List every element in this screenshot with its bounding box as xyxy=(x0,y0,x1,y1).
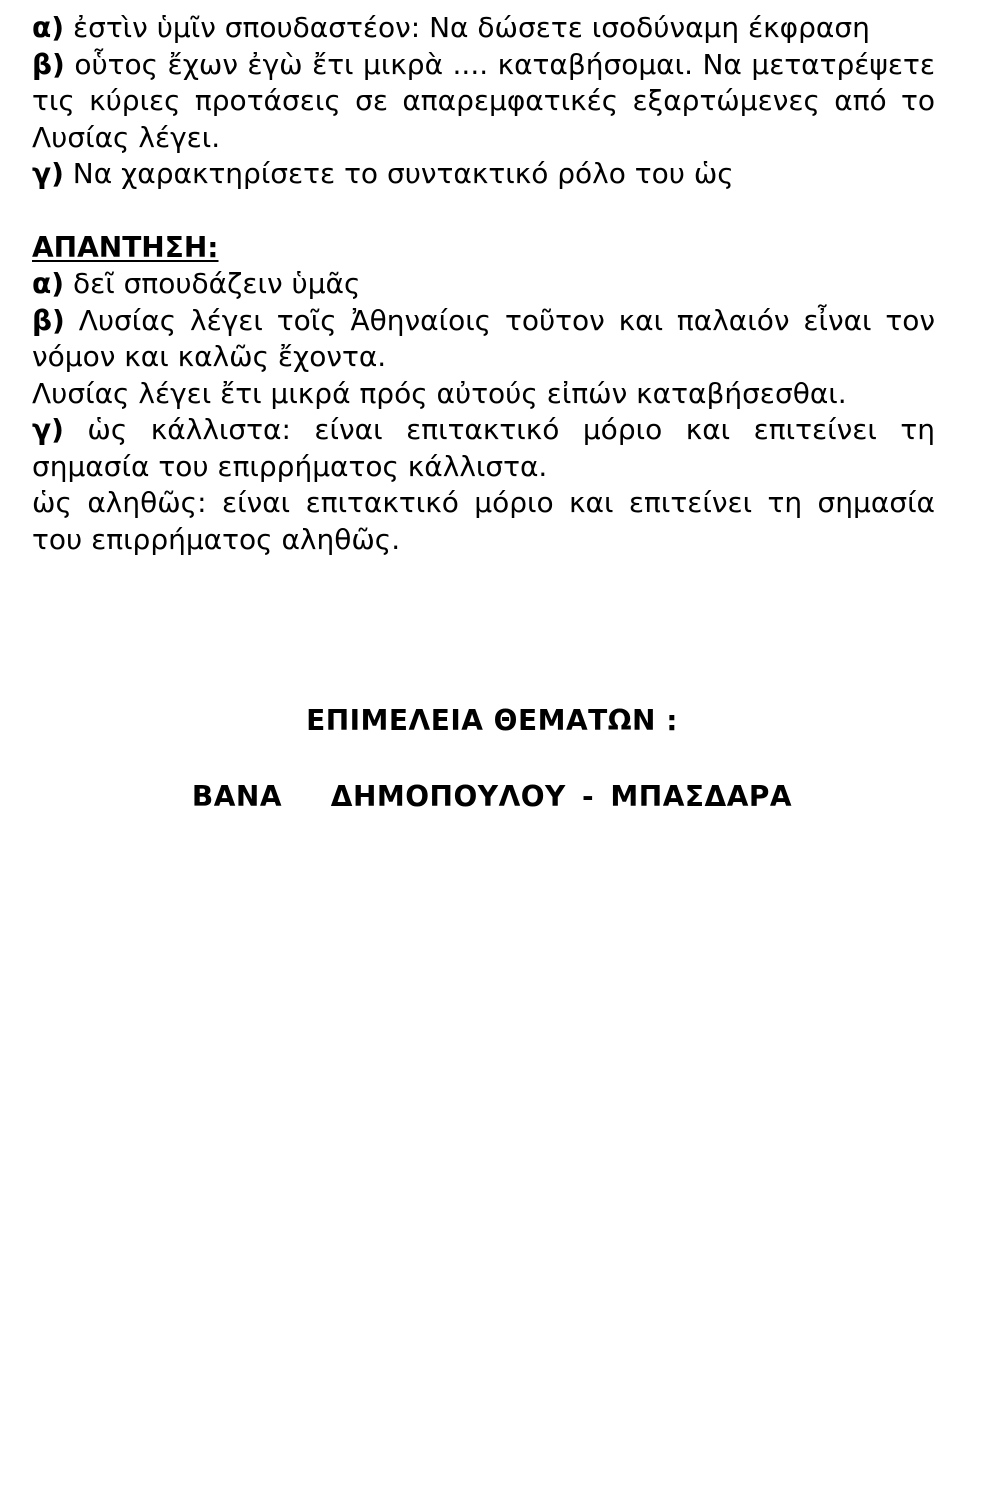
answer-b-line-2: Λυσίας λέγει ἔτι μικρά πρός αὐτούς εἰπών καταβήσεσθαι. xyxy=(32,376,847,410)
question-c-marker: γ) xyxy=(32,157,64,190)
author-name: ΒΑΝΑ ΔΗΜΟΠΟΥΛΟΥ - ΜΠΑΣΔΑΡΑ xyxy=(191,780,793,813)
question-a xyxy=(32,10,935,47)
question-a-marker: α) xyxy=(32,11,65,44)
document-body xyxy=(32,10,935,558)
question-a-text: ἐστὶν ὑμῖν σπουδαστέον: Να δώσετε ισοδύναμη έκφραση xyxy=(64,11,870,44)
answer-a-marker: α) xyxy=(32,267,65,300)
question-b-marker: β) xyxy=(32,47,65,81)
question-b xyxy=(32,47,935,157)
answer-heading: ΑΠΑΝΤΗΣΗ: xyxy=(32,230,219,264)
answer-a xyxy=(32,266,935,303)
question-b-text: οὗτος ἔχων ἐγὼ ἔτι μικρὰ .... καταβήσομαι. Να μετατρέψετε τις κύριες προτάσεις σε απαρεμφατικές εξαρτώμενες από το Λυσίας λέγει. xyxy=(32,47,935,154)
answer-b xyxy=(32,303,935,376)
answer-c-line-2: ὡς αληθῶς: είναι επιτακτικό μόριο και επιτείνει τη σημασία του επιρρήματος αληθῶς. xyxy=(32,486,935,556)
answer-c xyxy=(32,412,935,485)
question-c xyxy=(32,156,935,193)
answer-b-marker: β) xyxy=(32,303,65,337)
question-c-text: Να χαρακτηρίσετε το συντακτικό ρόλο του ὡς xyxy=(63,157,734,190)
answer-c-text: ὡς κάλλιστα: είναι επιτακτικό μόριο και επιτείνει τη σημασία του επιρρήματος κάλλιστα. xyxy=(32,413,935,483)
answer-b-text: Λυσίας λέγει τοῖς Ἀθηναίοις τοῦτον και παλαιόν εἶναι τον νόμον και καλῶς ἔχοντα. xyxy=(32,303,935,373)
answer-a-text: δεῖ σπουδάζειν ὑμᾶς xyxy=(64,267,361,300)
editors-label: ΕΠΙΜΕΛΕΙΑ ΘΕΜΑΤΩΝ : xyxy=(306,704,678,737)
answer-c-marker: γ) xyxy=(32,413,64,446)
section-spacer xyxy=(32,193,935,230)
